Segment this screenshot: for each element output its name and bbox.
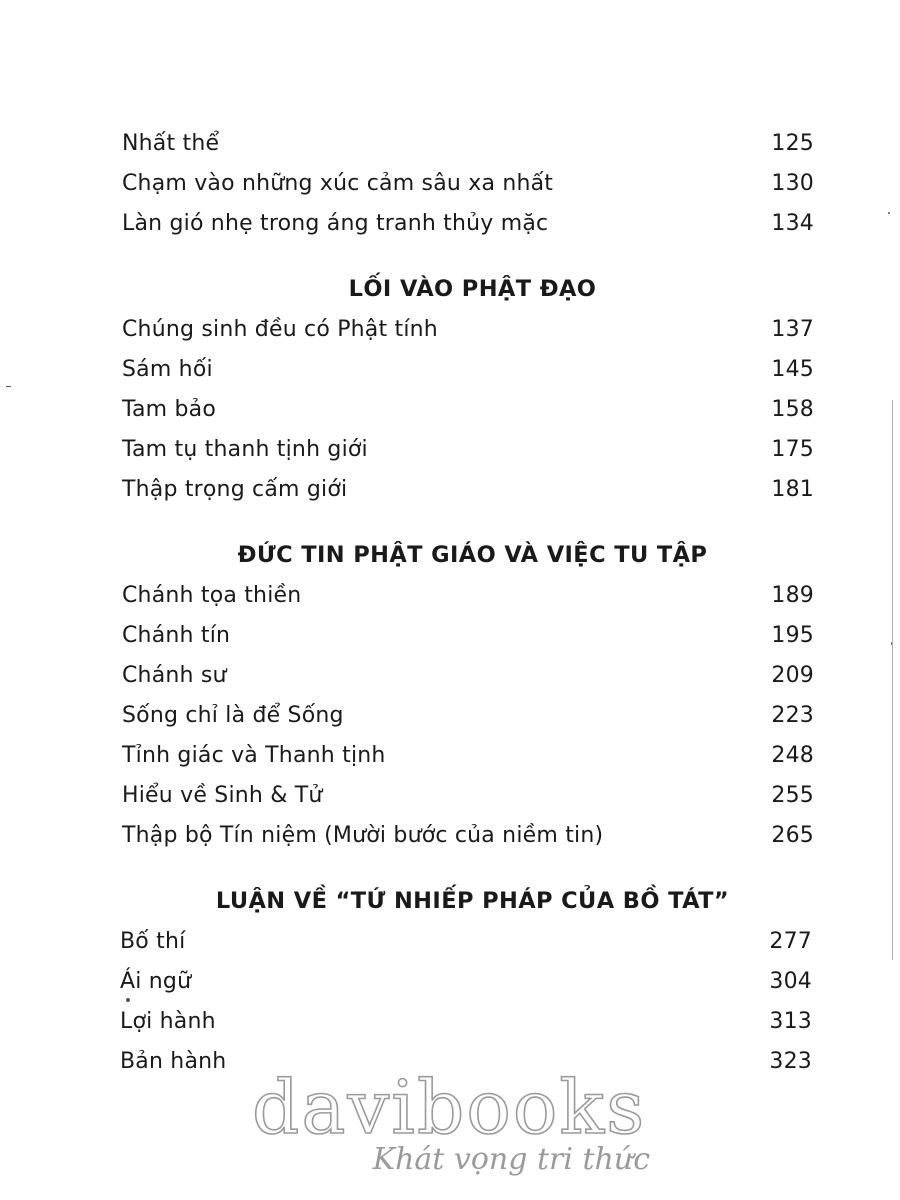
entry-page-number: 189: [771, 582, 814, 608]
entry-page-number: 248: [771, 742, 814, 768]
entry-page-number: 209: [771, 662, 814, 688]
toc-entry: [122, 389, 814, 429]
entry-page-number: 313: [769, 1008, 812, 1034]
entry-page-number: 125: [771, 130, 814, 156]
toc-entry: [122, 469, 814, 509]
entry-title: Hiểu về Sinh & Tử: [122, 782, 323, 808]
toc-entry: [122, 309, 814, 349]
toc-entry: [122, 735, 814, 775]
entry-title: Chánh tọa thiền: [122, 582, 302, 608]
toc-entry: [122, 203, 814, 243]
entry-title: Tam bảo: [122, 396, 217, 422]
entry-title: Chánh tín: [122, 622, 231, 648]
entry-title: Thập bộ Tín niệm (Mười bước của niềm tin): [122, 822, 604, 848]
entry-title: Sám hối: [122, 356, 213, 382]
entry-page-number: 255: [771, 782, 814, 808]
entry-title: Chánh sư: [122, 662, 227, 688]
toc-entry: [122, 695, 814, 735]
toc-entry: [122, 349, 814, 389]
entry-page-number: 158: [771, 396, 814, 422]
entry-page-number: 134: [771, 210, 814, 236]
entry-title: Nhất thể: [122, 130, 220, 156]
toc-entry: [122, 815, 814, 855]
entry-title: Tỉnh giác và Thanh tịnh: [122, 742, 386, 768]
entry-page-number: 277: [769, 928, 812, 954]
toc-entry: [122, 123, 814, 163]
toc-entry: [122, 775, 814, 815]
entry-page-number: 265: [771, 822, 814, 848]
toc-entry: [122, 429, 814, 469]
section-heading: ĐỨC TIN PHẬT GIÁO VÀ VIỆC TU TẬP: [237, 542, 708, 568]
watermark: [250, 1065, 670, 1177]
toc-entry: [122, 615, 814, 655]
scan-speck: [126, 998, 130, 1002]
entry-page-number: 323: [769, 1048, 812, 1074]
entry-title: Tam tụ thanh tịnh giới: [122, 436, 368, 462]
entry-title: Bản hành: [120, 1048, 227, 1074]
entry-title: Thập trọng cấm giới: [122, 476, 348, 502]
entry-title: Lợi hành: [120, 1008, 216, 1034]
watermark-logo: davibooks: [252, 1065, 647, 1151]
scan-speck: [6, 386, 11, 387]
entry-page-number: 181: [771, 476, 814, 502]
entry-title: Sống chỉ là để Sống: [122, 702, 344, 728]
entry-page-number: 137: [771, 316, 814, 342]
watermark-tagline: Khát vọng tri thức: [372, 1142, 650, 1177]
toc-entry: [122, 163, 814, 203]
entry-title: Bố thí: [120, 928, 186, 954]
toc-entry: [120, 1001, 812, 1041]
scan-speck: [888, 212, 890, 214]
entry-title: Ái ngữ: [120, 968, 192, 994]
entry-title: Chạm vào những xúc cảm sâu xa nhất: [122, 170, 554, 196]
entry-page-number: 175: [771, 436, 814, 462]
entry-page-number: 223: [771, 702, 814, 728]
toc-entry: [122, 575, 814, 615]
entry-page-number: 195: [771, 622, 814, 648]
entry-title: Chúng sinh đều có Phật tính: [122, 316, 438, 342]
entry-page-number: 145: [771, 356, 814, 382]
section-heading: LUẬN VỀ “TỨ NHIẾP PHÁP CỦA BỒ TÁT”: [215, 888, 730, 914]
entry-page-number: 304: [769, 968, 812, 994]
entry-title: Làn gió nhẹ trong áng tranh thủy mặc: [122, 210, 549, 236]
toc-entry: [120, 921, 812, 961]
toc-entry: [122, 655, 814, 695]
section-heading: LỐI VÀO PHẬT ĐẠO: [348, 276, 597, 302]
scan-edge-line: [892, 400, 893, 960]
toc-entry: [120, 961, 812, 1001]
entry-page-number: 130: [771, 170, 814, 196]
